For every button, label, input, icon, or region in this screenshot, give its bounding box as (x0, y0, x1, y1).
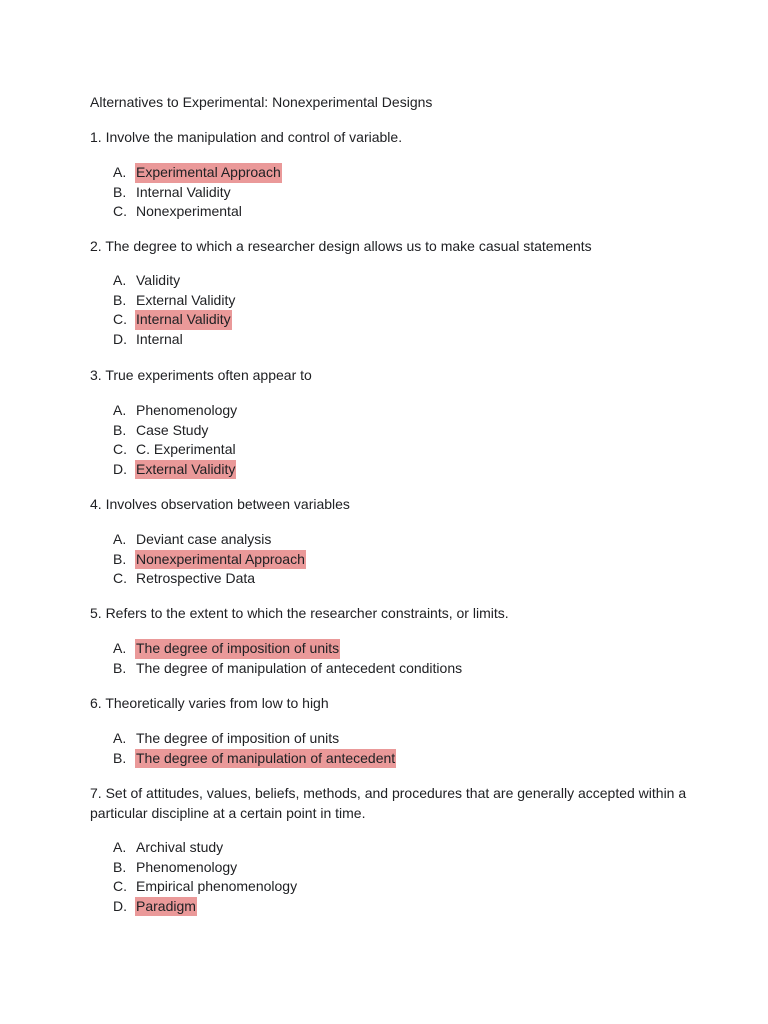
option-letter: B. (113, 421, 127, 438)
option-c (90, 310, 690, 330)
document-title: Alternatives to Experimental: Nonexperimental Designs (90, 94, 433, 110)
option-list (90, 530, 690, 589)
option-letter: A. (113, 730, 127, 746)
option-a (90, 530, 690, 550)
option-list (90, 271, 690, 349)
option-letter: D. (113, 897, 127, 914)
option-d (90, 330, 690, 350)
option-a (90, 729, 690, 749)
option-text: Case Study (136, 421, 209, 438)
option-letter: C. (113, 203, 127, 220)
option-letter: B. (113, 749, 127, 766)
option-c (90, 877, 700, 897)
answer-highlight: External Validity (135, 460, 236, 480)
option-letter: A. (113, 640, 127, 656)
option-b (90, 550, 690, 570)
option-list (90, 729, 690, 768)
option-a (90, 271, 690, 291)
option-letter: C. (113, 441, 127, 458)
option-c (90, 202, 690, 222)
question-text: 7. Set of attitudes, values, beliefs, methods, and procedures that are generally accepted within a particular discipline at a certain point in time. (90, 785, 687, 821)
question-text: 3. True experiments often appear to (90, 367, 312, 383)
option-letter: A. (113, 839, 127, 855)
option-a (90, 838, 700, 858)
option-letter: B. (113, 550, 127, 567)
answer-highlight: Paradigm (135, 897, 197, 917)
option-letter: D. (113, 330, 127, 347)
option-letter: C. (113, 311, 127, 328)
option-d (90, 897, 700, 917)
option-text: Deviant case analysis (136, 531, 272, 547)
option-letter: D. (113, 460, 127, 477)
option-letter: B. (113, 858, 127, 875)
option-text: Validity (136, 272, 181, 288)
question-5 (90, 603, 690, 678)
option-list (90, 838, 700, 916)
option-a (90, 401, 690, 421)
option-text: C. Experimental (136, 441, 236, 458)
answer-highlight: Nonexperimental Approach (135, 550, 306, 570)
option-letter: A. (113, 402, 127, 418)
option-text: Internal (136, 330, 183, 347)
option-d (90, 460, 690, 480)
answer-highlight: The degree of imposition of units (135, 639, 340, 659)
question-text: 1. Involve the manipulation and control of variable. (90, 129, 403, 145)
answer-highlight: The degree of manipulation of antecedent (135, 749, 396, 769)
option-list (90, 639, 690, 678)
option-letter: C. (113, 570, 127, 587)
option-text: External Validity (136, 291, 236, 308)
option-text: Retrospective Data (136, 570, 256, 587)
question-text: 4. Involves observation between variables (90, 496, 350, 512)
option-b (90, 421, 690, 441)
question-2 (90, 236, 690, 349)
option-letter: C. (113, 878, 127, 895)
question-6 (90, 693, 690, 768)
option-text: The degree of manipulation of antecedent conditions (136, 659, 463, 676)
option-list (90, 163, 690, 222)
option-letter: B. (113, 659, 127, 676)
option-b (90, 858, 700, 878)
option-b (90, 749, 690, 769)
option-letter: A. (113, 272, 127, 288)
option-a (90, 163, 690, 183)
option-b (90, 291, 690, 311)
option-c (90, 440, 690, 460)
question-7 (90, 783, 700, 916)
option-c (90, 569, 690, 589)
question-4 (90, 494, 690, 589)
option-text: Empirical phenomenology (136, 878, 298, 895)
option-letter: B. (113, 291, 127, 308)
option-letter: A. (113, 164, 127, 180)
option-text: Phenomenology (136, 858, 238, 875)
option-letter: A. (113, 531, 127, 547)
question-1 (90, 127, 690, 222)
option-letter: B. (113, 183, 127, 200)
option-text: The degree of imposition of units (136, 730, 340, 746)
answer-highlight: Experimental Approach (135, 163, 282, 183)
question-text: 2. The degree to which a researcher design allows us to make casual statements (90, 238, 592, 254)
option-b (90, 659, 690, 679)
option-text: Archival study (136, 839, 224, 855)
option-a (90, 639, 690, 659)
question-text: 5. Refers to the extent to which the researcher constraints, or limits. (90, 605, 509, 621)
option-text: Phenomenology (136, 402, 238, 418)
option-text: Nonexperimental (136, 203, 242, 220)
option-text: Internal Validity (136, 183, 231, 200)
option-b (90, 183, 690, 203)
question-text: 6. Theoretically varies from low to high (90, 695, 329, 711)
option-list (90, 401, 690, 479)
answer-highlight: Internal Validity (135, 310, 232, 330)
question-3 (90, 365, 690, 479)
